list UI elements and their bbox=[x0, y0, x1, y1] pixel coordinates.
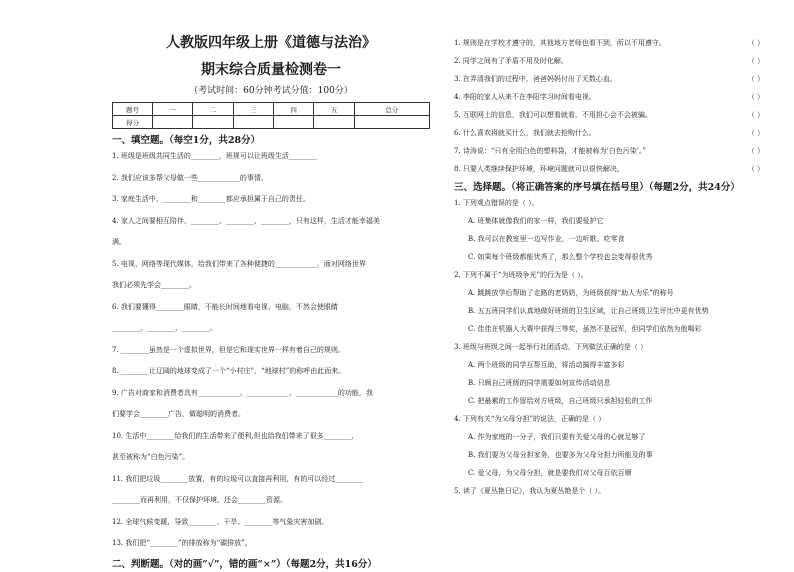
answer-paren[interactable]: （ ） bbox=[747, 93, 764, 101]
section3-heading: 三、选择题。（将正确答案的序号填在括号里）（每题2分，共24分） bbox=[454, 182, 740, 193]
score-input-cell[interactable] bbox=[273, 116, 313, 129]
fill-question-3: 3. 家庭生活中，________和________都应承担属于自己的责任。 bbox=[112, 195, 310, 203]
score-input-cell[interactable] bbox=[233, 116, 273, 129]
fill-question-1: 1. 班级是班级共同生活的________，班规可以让班级生活________ bbox=[112, 152, 317, 160]
judge-text: 1. 规则是在学校才遵守的，其他地方老师也看不到，所以不用遵守。 bbox=[454, 39, 666, 47]
choice-option[interactable]: B. 只顾自己班级的同学需要如何宣传活动信息 bbox=[468, 379, 611, 387]
judge-item-7 bbox=[454, 146, 772, 157]
judge-item-8 bbox=[454, 164, 772, 175]
choice-option[interactable]: A. 两个班级的同学互帮互助，将活动搞得丰富多彩 bbox=[468, 361, 625, 369]
choice-option[interactable]: B. 五五班同学们认真地做好班级的卫生区域，让自己班级卫生评比中更有优势 bbox=[468, 307, 709, 315]
fill-question-7: 7. ________虽然是一个虚拟世界，但是它和现实世界一样有着自己的规则。 bbox=[112, 345, 345, 354]
choice-question-3: 3. 班级与班级之间一起举行社团活动，下列做法正确的是（ ） bbox=[454, 343, 648, 351]
judge-text: 4. 李阳的家人从来不在李阳学习时间看电视。 bbox=[454, 93, 596, 101]
judge-text: 8. 只要人类继续保护环境，环境问题就可以很快解决。 bbox=[454, 165, 624, 173]
fill-question-11a: 11. 我们把垃圾________放置，有的垃圾可以直接再利用，有的可以经过________ bbox=[112, 474, 364, 483]
right-column bbox=[454, 38, 772, 497]
judge-item-2 bbox=[454, 56, 772, 67]
fill-question-2: 2. 我们应该多帮父母做一些____________的事情。 bbox=[112, 173, 268, 182]
fill-question-12: 12. 全球气候变暖，导致________、干旱、________等气象灾害加剧。 bbox=[112, 517, 329, 526]
choice-option[interactable]: C. 爱父母，为父母分担，就是要我们对父母百依百顺 bbox=[468, 469, 632, 477]
choice-question-4: 4. 下列有关“为父母分担”的说法，正确的是（ ） bbox=[454, 415, 606, 423]
judge-text: 3. 在弄清我们的过程中，爸爸妈妈付出了无数心血。 bbox=[454, 75, 617, 83]
choice-question-1: 1. 下列观点错误的是（ ）。 bbox=[454, 199, 539, 207]
exam-subtitle: 期末综合质量检测卷一 bbox=[201, 62, 341, 78]
judge-text: 7. 诗涛说：“只有全用白色的塑料袋，才能被称为‘白色污染’。” bbox=[454, 147, 647, 155]
fill-question-6a: 6. 我们要懂得________眼睛，不能长时间地看电视、电脑，不然会使眼睛 bbox=[112, 302, 338, 311]
judge-item-5 bbox=[454, 110, 772, 121]
choice-question-2: 2. 下列不属于“为班级争光”的行为是（ ）。 bbox=[454, 271, 588, 279]
left-column bbox=[112, 32, 430, 572]
fill-question-9b: 们要学会________广告，做聪明的消费者。 bbox=[112, 410, 245, 418]
score-cell: 总分 bbox=[354, 103, 429, 116]
choice-option[interactable]: B. 我可以在教室里一边写作业，一边听歌、吃零食 bbox=[468, 235, 625, 243]
answer-paren[interactable]: （ ） bbox=[747, 75, 764, 83]
answer-paren[interactable]: （ ） bbox=[747, 129, 764, 137]
answer-paren[interactable]: （ ） bbox=[747, 111, 764, 119]
judge-text: 6. 什么喜欢将就买什么，我们就去抢购什么。 bbox=[454, 129, 596, 137]
score-input-cell[interactable] bbox=[314, 116, 354, 129]
answer-paren[interactable]: （ ） bbox=[747, 147, 764, 155]
judge-item-1 bbox=[454, 38, 772, 49]
score-cell: 五 bbox=[314, 103, 354, 116]
choice-option[interactable]: A. 作为家庭的一分子，我们只要有关爱父母的心就足够了 bbox=[468, 433, 646, 441]
judge-item-6 bbox=[454, 128, 772, 139]
fill-question-11b: ________而再利用，不仅保护环境，还会________资源。 bbox=[112, 496, 287, 504]
score-input-cell[interactable] bbox=[354, 116, 429, 129]
fill-question-5a: 5. 电视、网络等现代媒体，给我们带来了各种便捷的____________，面对网络世界 bbox=[112, 259, 366, 268]
choice-question-5: 5. 读了《夏丛艳日记》，我认为夏丛艳是个（ ）。 bbox=[454, 487, 606, 495]
section1-heading: 一、填空题。（每空1分，共28分） bbox=[112, 135, 261, 146]
fill-question-8: 8. ________让辽阔的地球变成了一个“小村庄”，“地球村”的称呼由此而来。 bbox=[112, 367, 346, 375]
exam-info: （考试时间：60分钟考试分值：100分） bbox=[189, 86, 353, 96]
choice-option[interactable]: B. 我们要为父母分担家务，也要多为父母分担力所能及的事 bbox=[468, 451, 653, 459]
answer-paren[interactable]: （ ） bbox=[747, 39, 764, 47]
score-input-cell[interactable] bbox=[153, 116, 193, 129]
fill-question-4b: 满。 bbox=[112, 238, 126, 246]
choice-option[interactable]: C. 把最累的工作留给对方班级，自己班级只承担轻松的工作 bbox=[468, 397, 653, 405]
fill-question-10a: 10. 生活中________给我们的生活带来了便利,但也给我们带来了很多________， bbox=[112, 431, 359, 440]
fill-question-5b: 我们必须先学会________。 bbox=[112, 281, 196, 289]
judge-item-4 bbox=[454, 92, 772, 103]
score-input-cell[interactable] bbox=[193, 116, 233, 129]
judge-text: 5. 互联网上的信息，我们可以想看就看，不用担心会不会被骗。 bbox=[454, 111, 652, 119]
choice-option[interactable]: A. 跳跳放学后帮助了走路的老奶奶，为班级获得“助人为乐”的称号 bbox=[468, 289, 674, 297]
judge-text: 2. 同学之间有了矛盾不用及时化解。 bbox=[454, 57, 568, 65]
score-cell: 一 bbox=[153, 103, 193, 116]
score-cell: 得分 bbox=[113, 116, 153, 129]
section2-heading: 二、判断题。（对的画“√”，错的画“×”）（每题2分，共16分） bbox=[112, 559, 377, 570]
score-table-header-row bbox=[113, 103, 430, 116]
fill-question-9a: 9. 广告对商家和消费者具有____________、____________、____________的功能，我 bbox=[112, 388, 373, 397]
exam-title: 人教版四年级上册《道德与法治》 bbox=[166, 35, 376, 51]
score-cell: 二 bbox=[193, 103, 233, 116]
score-table bbox=[112, 102, 430, 129]
score-cell: 三 bbox=[233, 103, 273, 116]
fill-question-13: 13. 我们把“________”的排放称为“碳排放”。 bbox=[112, 539, 252, 547]
choice-option[interactable]: A. 班集体就像我们的家一样，我们要爱护它 bbox=[468, 217, 604, 225]
answer-paren[interactable]: （ ） bbox=[747, 57, 764, 65]
score-cell: 四 bbox=[273, 103, 313, 116]
score-cell: 题号 bbox=[113, 103, 153, 116]
choice-option[interactable]: C. 佳佳在机器人大赛中获得三等奖，虽然不是冠军，但同学们依然为他喝彩 bbox=[468, 325, 702, 333]
answer-paren[interactable]: （ ） bbox=[747, 165, 764, 173]
fill-question-10b: 甚至被称为“白色污染”。 bbox=[112, 453, 190, 461]
fill-question-4a: 4. 家人之间要相互陪伴、________、________、________，只有这样，生活才能幸福美 bbox=[112, 216, 380, 225]
fill-question-6b: ________、________、________。 bbox=[112, 324, 217, 332]
score-table-score-row bbox=[113, 116, 430, 129]
judge-item-3 bbox=[454, 74, 772, 85]
choice-option[interactable]: C. 如果每个班级都能优秀了，那么整个学校也会变得很优秀 bbox=[468, 253, 653, 261]
